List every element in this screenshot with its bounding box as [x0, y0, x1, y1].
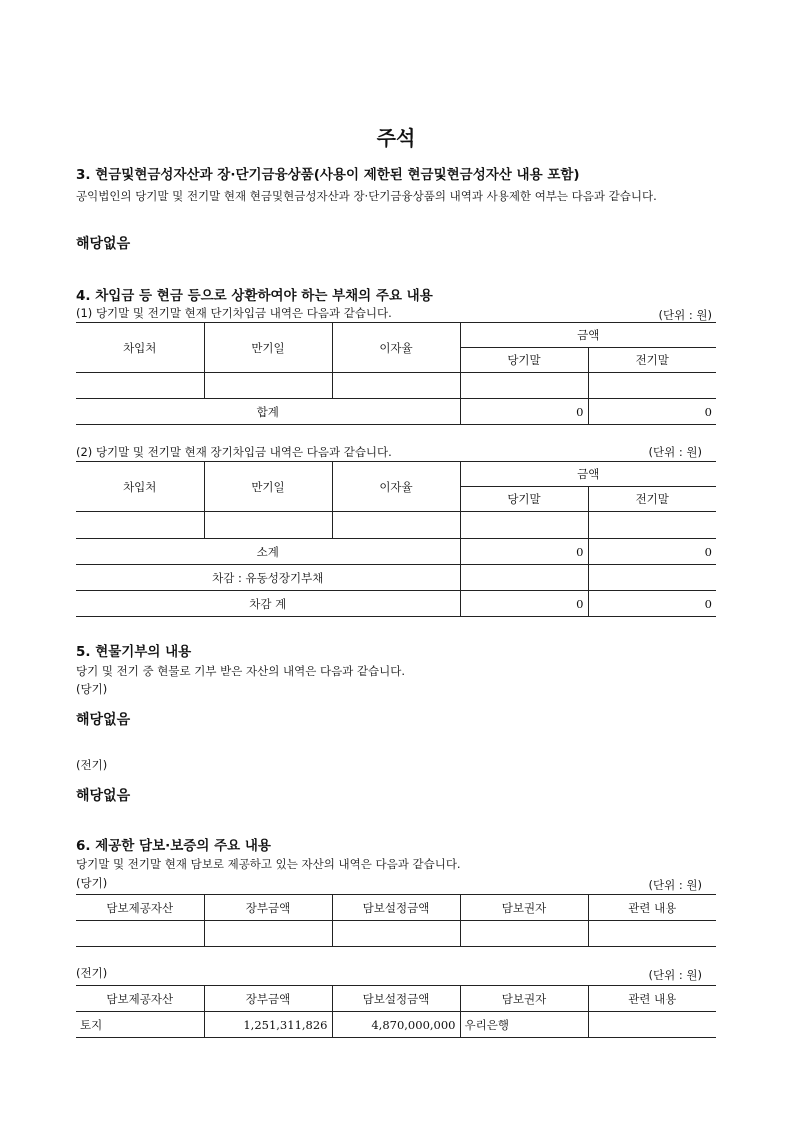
empty-cell: [588, 373, 716, 399]
table-header-row: [76, 323, 716, 348]
deduction-row: [76, 565, 716, 591]
related-details: [588, 1012, 716, 1038]
section-5-description: 당기 및 전기 중 현물로 기부 받은 자산의 내역은 다음과 같습니다.: [76, 664, 406, 678]
empty-cell: [204, 373, 332, 399]
subtotal-current: 0: [460, 539, 588, 565]
section-5-current-label: (당기): [76, 682, 108, 696]
table-header-row: [76, 986, 716, 1012]
empty-cell: [332, 373, 460, 399]
empty-cell: [204, 512, 332, 539]
header-related-details: 관련 내용: [588, 986, 716, 1012]
header-current-period: 당기말: [460, 487, 588, 512]
long-term-loans-unit: (단위 : 원): [648, 445, 702, 459]
header-prior-period: 전기말: [588, 348, 716, 373]
empty-cell: [76, 921, 204, 947]
header-related-details: 관련 내용: [588, 895, 716, 921]
section-3-description: 공익법인의 당기말 및 전기말 현재 현금및현금성자산과 장·단기금융상품의 내역과 사용제한 여부는 다음과 같습니다.: [76, 189, 657, 203]
header-collateral-asset: 담보제공자산: [76, 895, 204, 921]
net-total-row: [76, 591, 716, 617]
empty-cell: [460, 565, 588, 591]
header-secured-amount: 담보설정금액: [332, 986, 460, 1012]
section-5-heading: 5. 현물기부의 내용: [76, 644, 192, 660]
header-current-period: 당기말: [460, 348, 588, 373]
empty-cell: [76, 373, 204, 399]
collateral-current-unit: (단위 : 원): [648, 878, 702, 892]
empty-cell: [588, 512, 716, 539]
subtotal-label: 소계: [76, 539, 460, 565]
section-5-current-none: 해당없음: [76, 712, 131, 728]
subtotal-row: [76, 539, 716, 565]
section-4-heading: 4. 차입금 등 현금 등으로 상환하여야 하는 부채의 주요 내용: [76, 288, 433, 304]
empty-cell: [460, 512, 588, 539]
table-header-row: [76, 462, 716, 487]
table-header-row: [76, 895, 716, 921]
collateral-asset: 토지: [76, 1012, 204, 1038]
header-book-value: 장부금액: [204, 895, 332, 921]
header-interest-rate: 이자율: [332, 323, 460, 373]
header-lender: 차입처: [76, 462, 204, 512]
table-row: [76, 921, 716, 947]
table-row: [76, 512, 716, 539]
section-3-heading: 3. 현금및현금성자산과 장·단기금융상품(사용이 제한된 현금및현금성자산 내용 포함): [76, 167, 580, 183]
empty-cell: [332, 921, 460, 947]
empty-cell: [460, 373, 588, 399]
secured-amount: 4,870,000,000: [332, 1012, 460, 1038]
header-collateral-asset: 담보제공자산: [76, 986, 204, 1012]
book-value: 1,251,311,826: [204, 1012, 332, 1038]
collateral-prior-unit: (단위 : 원): [648, 968, 702, 982]
header-amount: 금액: [460, 323, 716, 348]
empty-cell: [204, 921, 332, 947]
header-secured-party: 담보권자: [460, 895, 588, 921]
long-term-loans-table: [76, 461, 716, 617]
deduction-label: 차감 : 유동성장기부채: [76, 565, 460, 591]
total-row: [76, 399, 716, 425]
header-maturity: 만기일: [204, 323, 332, 373]
page-title: 주석: [376, 126, 416, 150]
short-term-loans-table: [76, 322, 716, 425]
total-label: 합계: [76, 399, 460, 425]
collateral-prior-label: (전기): [76, 966, 108, 980]
empty-cell: [460, 921, 588, 947]
collateral-current-label: (당기): [76, 876, 108, 890]
long-term-loans-description: (2) 당기말 및 전기말 현재 장기차입금 내역은 다음과 같습니다.: [76, 445, 392, 459]
section-5-prior-label: (전기): [76, 758, 108, 772]
header-prior-period: 전기말: [588, 487, 716, 512]
empty-cell: [588, 565, 716, 591]
net-total-current: 0: [460, 591, 588, 617]
section-6-description: 당기말 및 전기말 현재 담보로 제공하고 있는 자산의 내역은 다음과 같습니다.: [76, 857, 461, 871]
empty-cell: [76, 512, 204, 539]
collateral-prior-table: [76, 985, 716, 1038]
net-total-label: 차감 계: [76, 591, 460, 617]
net-total-prior: 0: [588, 591, 716, 617]
empty-cell: [332, 512, 460, 539]
secured-party: 우리은행: [460, 1012, 588, 1038]
empty-cell: [588, 921, 716, 947]
short-term-loans-unit: (단위 : 원): [658, 308, 712, 322]
header-secured-party: 담보권자: [460, 986, 588, 1012]
header-amount: 금액: [460, 462, 716, 487]
total-prior: 0: [588, 399, 716, 425]
header-maturity: 만기일: [204, 462, 332, 512]
header-interest-rate: 이자율: [332, 462, 460, 512]
header-book-value: 장부금액: [204, 986, 332, 1012]
header-secured-amount: 담보설정금액: [332, 895, 460, 921]
total-current: 0: [460, 399, 588, 425]
collateral-current-table: [76, 894, 716, 947]
section-5-prior-none: 해당없음: [76, 788, 131, 804]
table-row: [76, 1012, 716, 1038]
header-lender: 차입처: [76, 323, 204, 373]
section-3-none: 해당없음: [76, 236, 131, 252]
short-term-loans-description: (1) 당기말 및 전기말 현재 단기차입금 내역은 다음과 같습니다.: [76, 306, 392, 320]
section-6-heading: 6. 제공한 담보·보증의 주요 내용: [76, 838, 271, 854]
table-row: [76, 373, 716, 399]
subtotal-prior: 0: [588, 539, 716, 565]
